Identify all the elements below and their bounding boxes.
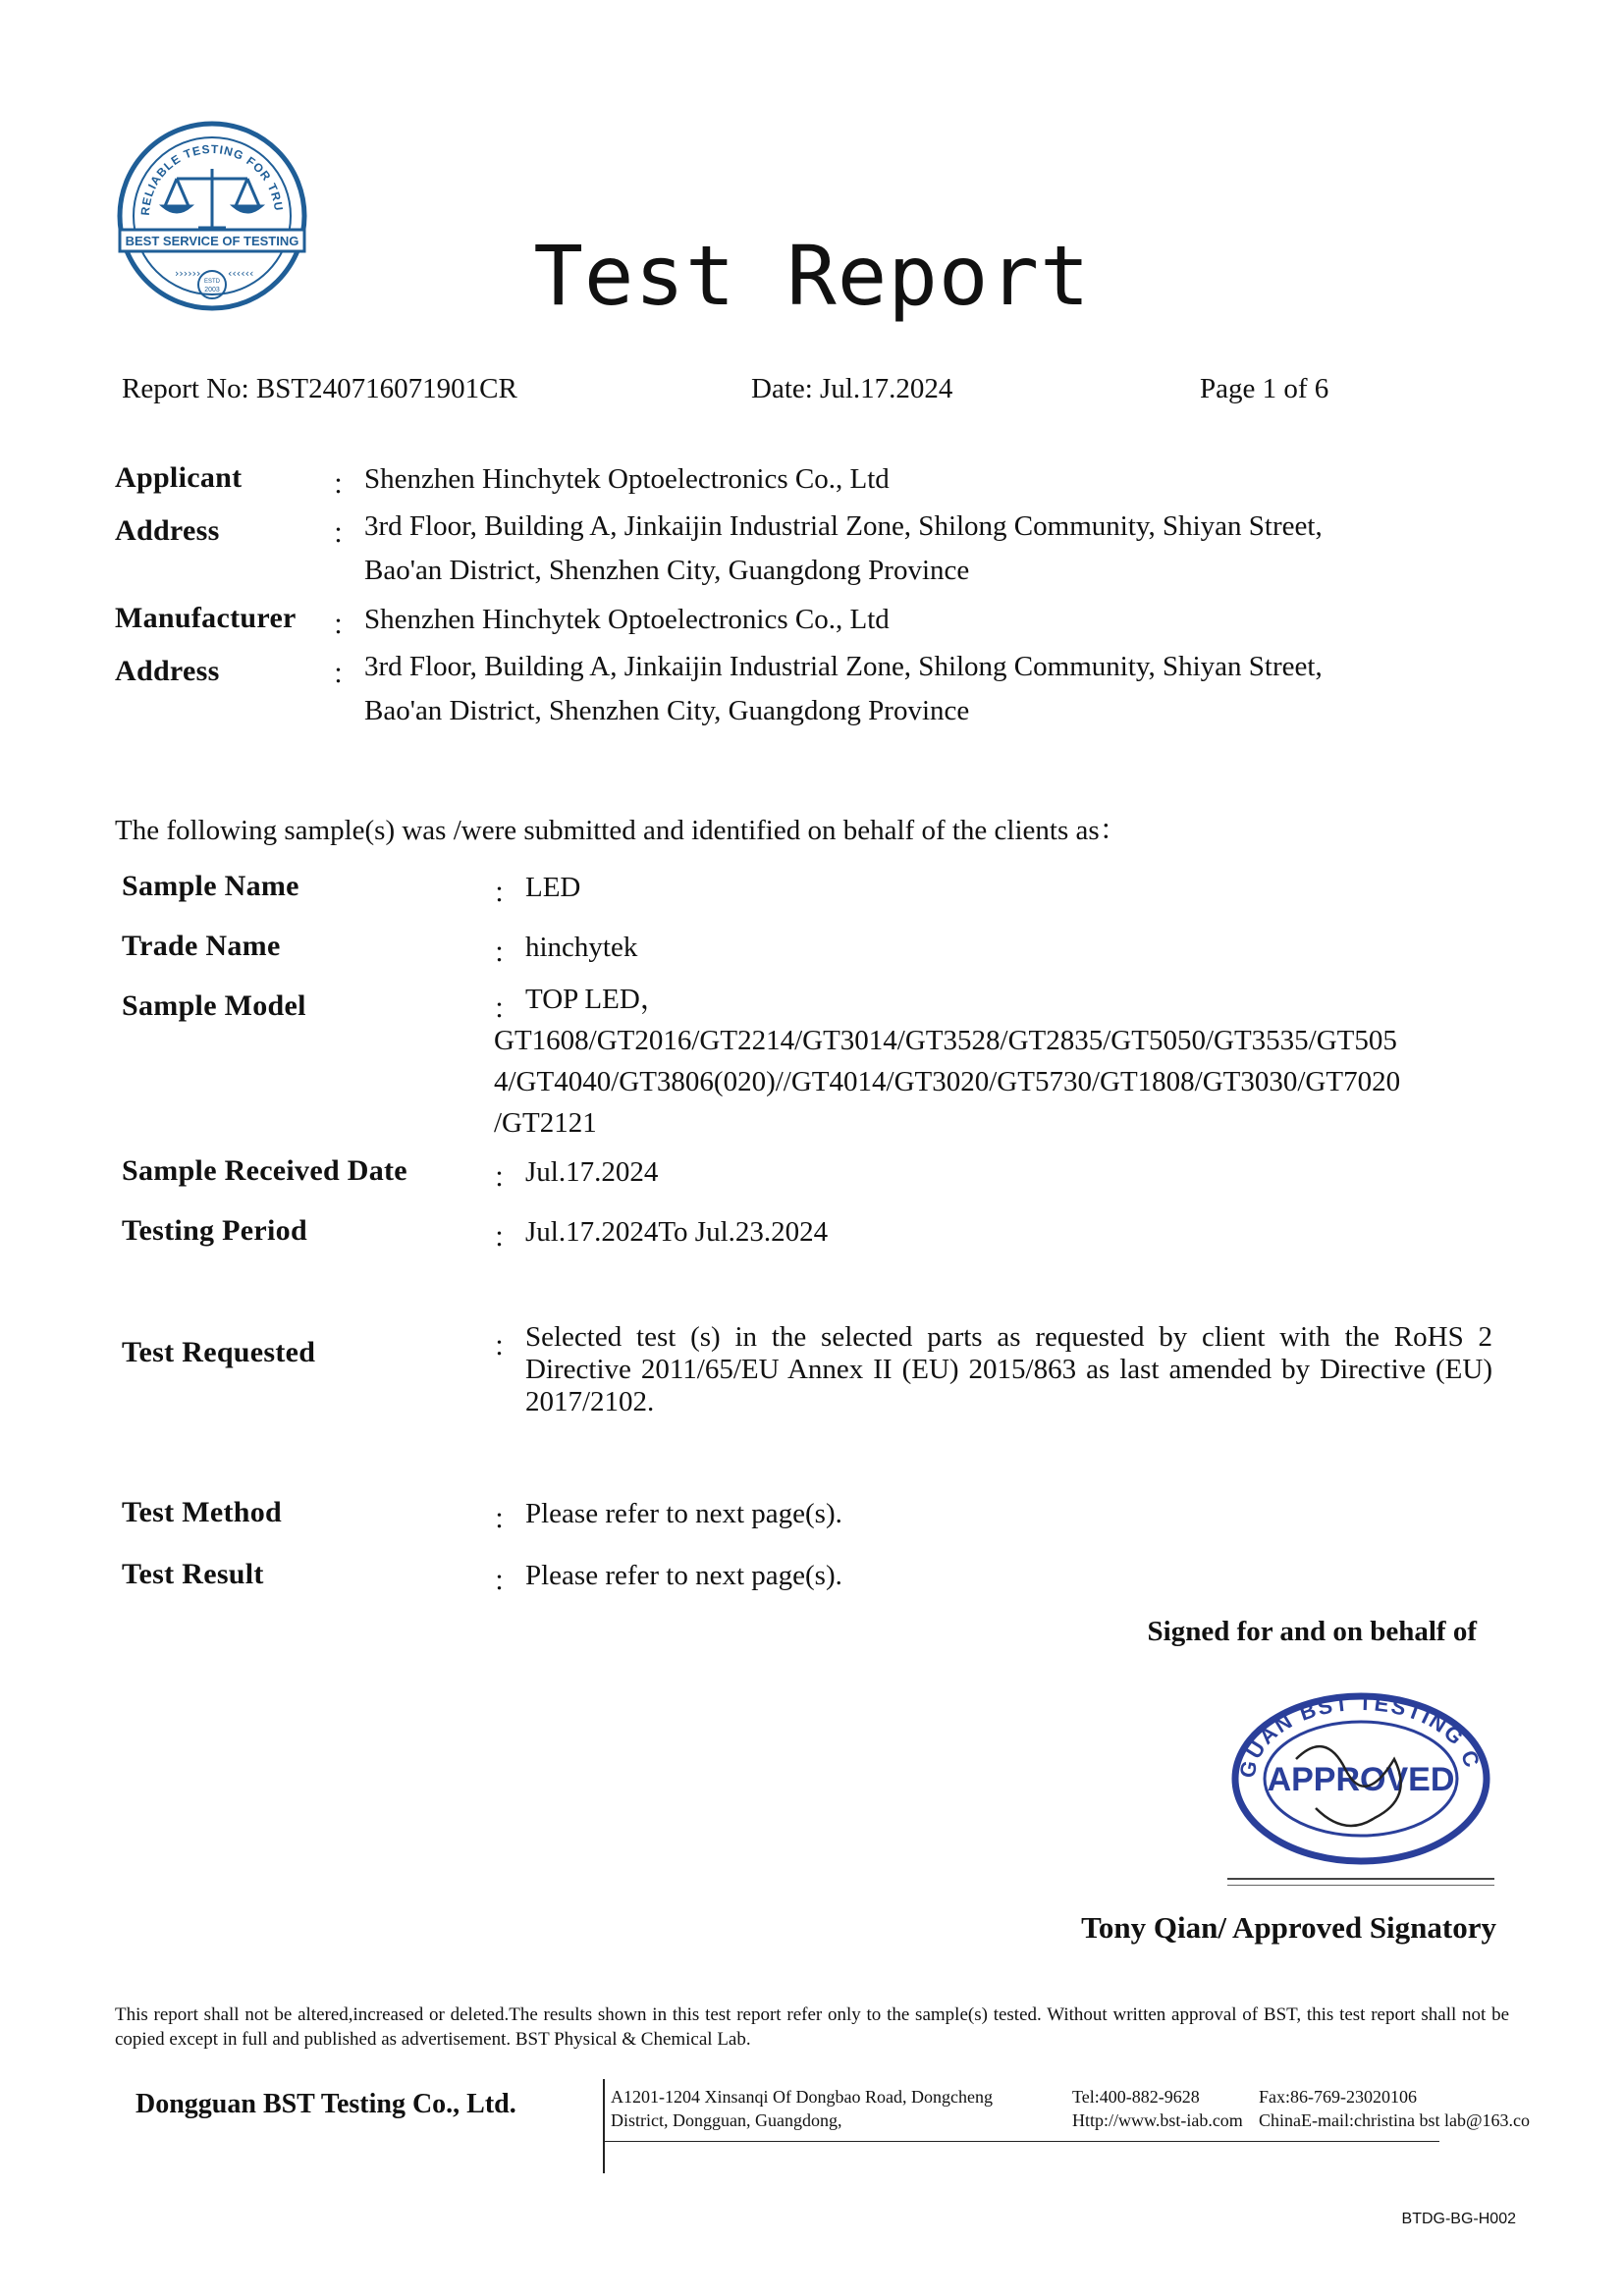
manufacturer-address-label: Address — [115, 655, 220, 687]
footer-address-line-1: A1201-1204 Xinsanqi Of Dongbao Road, Dongcheng — [611, 2087, 993, 2107]
manufacturer-address-line-1: 3rd Floor, Building A, Jinkaijin Industrial Zone, Shilong Community, Shiyan Street, — [364, 651, 1323, 682]
approved-stamp — [1227, 1690, 1494, 1867]
applicant-address-line-2: Bao'an District, Shenzhen City, Guangdong Province — [364, 555, 970, 586]
sample-name-value: LED — [525, 872, 581, 903]
trade-name-value: hinchytek — [525, 932, 638, 963]
colon: ： — [332, 660, 360, 690]
logo-banner-text: BEST SERVICE OF TESTING — [125, 234, 299, 248]
test-method-value: Please refer to next page(s). — [525, 1498, 842, 1529]
svg-text:A RELIABLE TESTING FOR TRUST — [116, 120, 286, 216]
footer-website: Http://www.bst-iab.com — [1072, 2110, 1243, 2130]
approved-signatory: Tony Qian/ Approved Signatory — [1081, 1910, 1496, 1945]
svg-text:››››››: ›››››› — [175, 267, 201, 280]
colon: ： — [493, 938, 521, 969]
form-code: BTDG-BG-H002 — [1401, 2211, 1516, 2227]
signed-on-behalf-text: Signed for and on behalf of — [1147, 1616, 1477, 1647]
manufacturer-address-line-2: Bao'an District, Shenzhen City, Guangdong Province — [364, 695, 970, 726]
sample-model-line-3: 4/GT4040/GT3806(020)//GT4014/GT3020/GT5730/GT1808/GT3030/GT7020 — [494, 1066, 1401, 1097]
approved-stamp-seal — [1227, 1690, 1494, 1867]
disclaimer-text: This report shall not be altered,increased or deleted.The results shown in this test report refer only to the sample(s) tested. Without written approval of BST, this test report shall not be copied except in full and published as advertisement. BST Physical & Chemical Lab. — [115, 2004, 1509, 2050]
footer-email: ChinaE-mail:christina bst lab@163.co — [1259, 2110, 1531, 2130]
colon: ： — [332, 470, 360, 501]
colon: ： — [493, 1505, 521, 1535]
svg-text:‹‹‹‹‹‹: ‹‹‹‹‹‹ — [228, 267, 254, 280]
manufacturer-label: Manufacturer — [115, 602, 297, 634]
report-number: Report No: BST240716071901CR — [122, 373, 517, 404]
logo-year: 2003 — [204, 287, 220, 294]
footer-divider-horizontal — [603, 2141, 1439, 2142]
page-title: Test Report — [533, 228, 1091, 324]
colon: ： — [493, 994, 521, 1025]
colon: ： — [493, 879, 521, 909]
footer-fax-email — [1259, 2085, 1530, 2132]
sample-name-label: Sample Name — [122, 870, 299, 902]
colon: ： — [493, 1567, 521, 1597]
scales-icon — [163, 169, 261, 228]
testing-period-value: Jul.17.2024To Jul.23.2024 — [525, 1216, 829, 1248]
sample-model-line-4: /GT2121 — [494, 1107, 597, 1139]
test-result-value: Please refer to next page(s). — [525, 1560, 842, 1591]
trade-name-label: Trade Name — [122, 930, 281, 962]
colon: ： — [493, 1163, 521, 1194]
signature-line-thin — [1227, 1885, 1494, 1886]
colon: ： — [332, 519, 360, 550]
signature-line — [1227, 1878, 1494, 1880]
test-requested-value: Selected test (s) in the selected parts as requested by client with the RoHS 2 Directive 2011/65/EU Annex II (EU) 2015/863 as last amended by Directive (EU) 2017/2102. — [525, 1321, 1492, 1417]
received-date-label: Sample Received Date — [122, 1154, 407, 1187]
logo-arc-text: RELIABLE TESTING FOR TRU — [137, 141, 286, 216]
stamp-ring-text: GUAN BST TESTING C — [1234, 1690, 1486, 1781]
manufacturer-value: Shenzhen Hinchytek Optoelectronics Co., Ltd — [364, 604, 890, 635]
applicant-value: Shenzhen Hinchytek Optoelectronics Co., Ltd — [364, 463, 890, 495]
applicant-label: Applicant — [115, 461, 243, 494]
test-result-label: Test Result — [122, 1558, 264, 1590]
testing-period-label: Testing Period — [122, 1214, 307, 1247]
applicant-address-line-1: 3rd Floor, Building A, Jinkaijin Industrial Zone, Shilong Community, Shiyan Street, — [364, 510, 1323, 542]
footer-divider-vertical — [603, 2079, 605, 2173]
colon: ： — [332, 611, 360, 641]
test-method-label: Test Method — [122, 1496, 283, 1528]
sample-model-line-2: GT1608/GT2016/GT2214/GT3014/GT3528/GT2835/GT5050/GT3535/GT505 — [494, 1025, 1397, 1056]
report-date: Date: Jul.17.2024 — [751, 373, 953, 404]
sample-model-line-1: TOP LED， — [525, 984, 669, 1015]
test-requested-label: Test Requested — [122, 1336, 316, 1368]
page-number: Page 1 of 6 — [1200, 373, 1329, 404]
sample-model-label: Sample Model — [122, 989, 306, 1022]
colon: ： — [493, 1332, 521, 1362]
stamp-center-text: APPROVED — [1267, 1761, 1455, 1798]
colon: ： — [493, 1223, 521, 1254]
footer-company-name: Dongguan BST Testing Co., Ltd. — [135, 2089, 516, 2119]
footer-address-line-2: District, Dongguan, Guangdong, — [611, 2110, 842, 2130]
logo-estd: ESTD — [203, 279, 221, 285]
footer-fax: Fax:86-769-23020106 — [1259, 2087, 1417, 2107]
received-date-value: Jul.17.2024 — [525, 1156, 659, 1188]
applicant-address-label: Address — [115, 514, 220, 547]
footer-tel: Tel:400-882-9628 — [1072, 2087, 1200, 2107]
footer-contact — [1072, 2085, 1243, 2132]
intro-text: The following sample(s) was /were submitted and identified on behalf of the clients as： — [115, 815, 1128, 846]
footer-address — [611, 2085, 993, 2132]
